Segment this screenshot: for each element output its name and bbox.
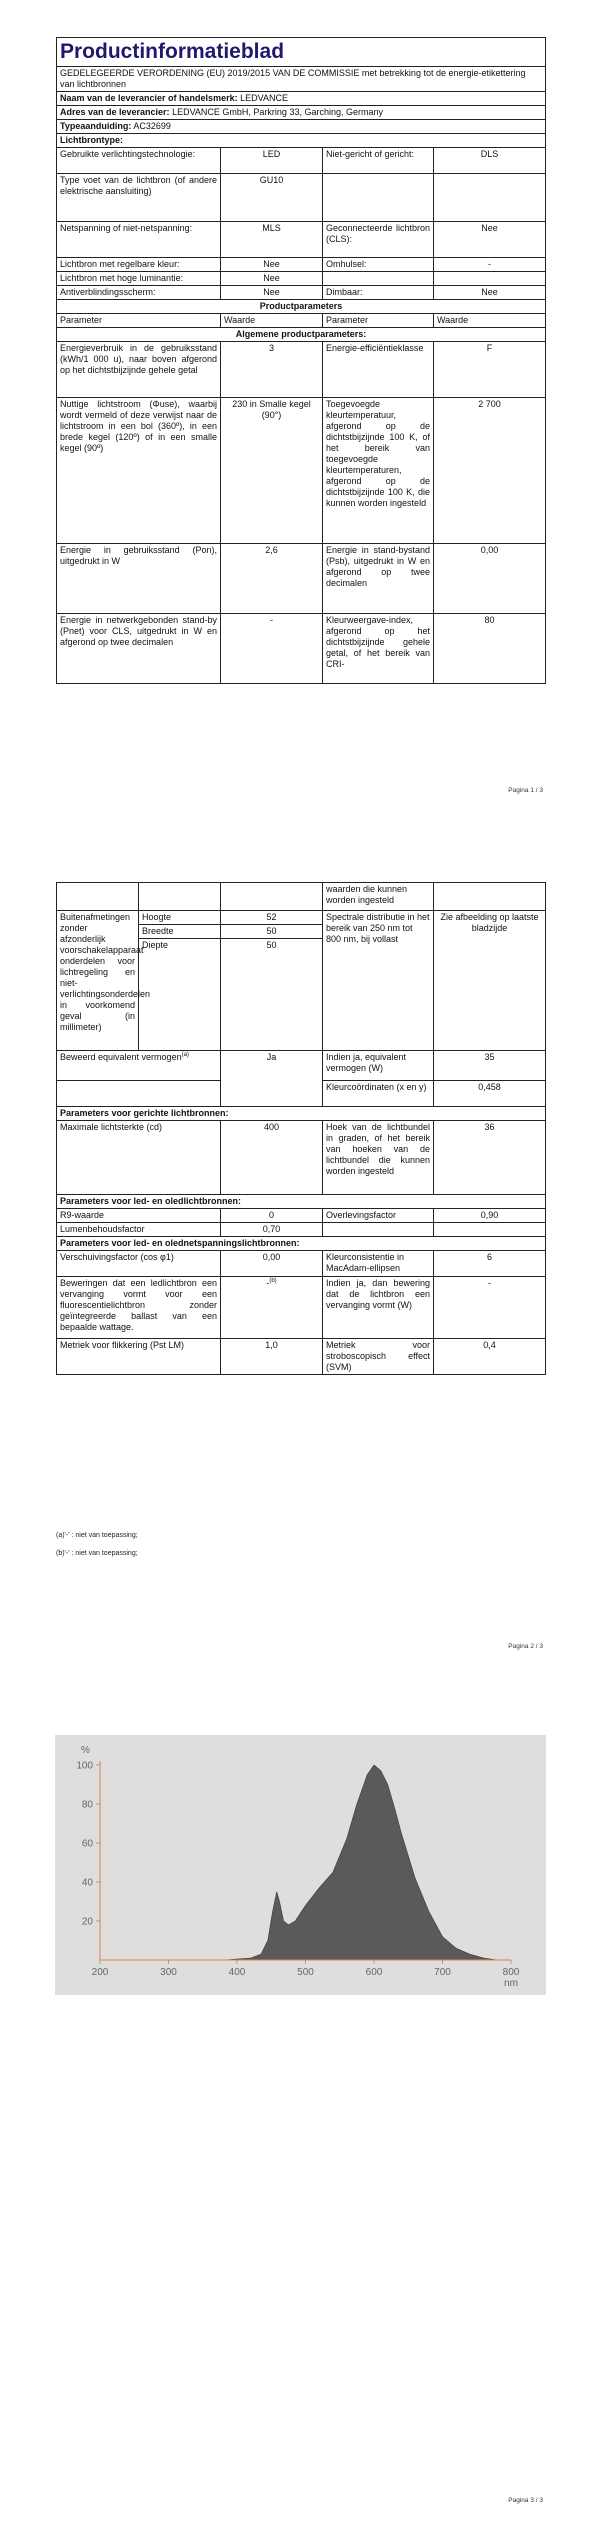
led-heading: Parameters voor led- en oledlichtbronnen: bbox=[57, 1195, 546, 1209]
cell-label: Niet-gericht of gericht: bbox=[323, 148, 434, 174]
y-axis-unit: % bbox=[81, 1745, 90, 1756]
x-tick-label: 700 bbox=[434, 1967, 451, 1978]
supplier-label: Naam van de leverancier of handelsmerk: bbox=[60, 93, 238, 103]
dim-height-label: Hoogte bbox=[139, 911, 221, 925]
cont-text: waarden die kunnen worden ingesteld bbox=[323, 883, 434, 911]
replacement-w-value: - bbox=[434, 1277, 546, 1339]
page-number: Pagina 1 / 3 bbox=[508, 787, 543, 794]
param-value: 0,00 bbox=[434, 544, 546, 614]
y-tick-label: 20 bbox=[81, 1916, 93, 1928]
param-label: Energie in stand-bystand (Psb), uitgedrukt in W en afgerond op twee decimalen bbox=[323, 544, 434, 614]
lumen-maintenance-value: 0,70 bbox=[221, 1223, 323, 1237]
cell-value: Nee bbox=[434, 286, 546, 300]
x-tick-label: 300 bbox=[160, 1967, 177, 1978]
x-tick-label: 600 bbox=[365, 1967, 383, 1978]
address-label: Adres van de leverancier: bbox=[60, 107, 170, 117]
y-tick-label: 60 bbox=[81, 1838, 93, 1850]
macadam-value: 6 bbox=[434, 1251, 546, 1277]
equiv-w-value: 35 bbox=[434, 1051, 546, 1081]
svm-label: Metriek voor stroboscopisch effect (SVM) bbox=[323, 1339, 434, 1375]
cell-label: Lichtbron met regelbare kleur: bbox=[57, 258, 221, 272]
param-label: Kleurweergave-index, afgerond op het dichtstbijzijnde gehele getal, of het bereik van CRI- bbox=[323, 614, 434, 684]
param-value: - bbox=[221, 614, 323, 684]
macadam-label: Kleurconsistentie in MacAdam-ellipsen bbox=[323, 1251, 434, 1277]
dim-depth-value: 50 bbox=[221, 939, 323, 1051]
dimensions-label: Buitenafmetingen zonder afzonderlijk voorschakelapparaat onderdelen voor lichtregeling en niet-verlichtingsonderdelen in voorkomend geval (in millimeter) bbox=[57, 911, 139, 1051]
x-tick-label: 500 bbox=[297, 1967, 314, 1978]
model-value: AC32699 bbox=[133, 121, 171, 131]
cell-label: Lichtbron met hoge luminantie: bbox=[57, 272, 221, 286]
footnote-b-marker: (b) bbox=[269, 1278, 277, 1284]
x-tick-label: 800 bbox=[502, 1967, 520, 1978]
y-tick-label: 100 bbox=[76, 1760, 93, 1772]
lumen-maintenance-label: Lumenbehoudsfactor bbox=[57, 1223, 221, 1237]
cell-value: Nee bbox=[434, 222, 546, 258]
cell-value: Nee bbox=[221, 272, 323, 286]
param-label: Nuttige lichtstroom (Φuse), waarbij wordt vermeld of deze verwijst naar de lichtstroom in een bol (360º), in een brede kegel (120º) of in een smalle kegel (90º) bbox=[57, 398, 221, 544]
page-number: Pagina 2 / 3 bbox=[508, 1643, 543, 1650]
cell-value: - bbox=[434, 258, 546, 272]
chroma-label: Kleurcoördinaten (x en y) bbox=[323, 1081, 434, 1107]
directed-heading: Parameters voor gerichte lichtbronnen: bbox=[57, 1107, 546, 1121]
survival-value: 0,90 bbox=[434, 1209, 546, 1223]
equiv-w-label: Indien ja, equivalent vermogen (W) bbox=[323, 1051, 434, 1081]
footnote-a: (a)'-' : niet van toepassing; bbox=[56, 1532, 138, 1539]
x-axis-unit: nm bbox=[504, 1978, 518, 1989]
address-value: LEDVANCE GmbH, Parkring 33, Garching, Germany bbox=[172, 107, 383, 117]
replacement-value: - bbox=[266, 1278, 270, 1288]
param-label: Energieverbruik in de gebruiksstand (kWh/1 000 u), naar boven afgerond op het dichtstbijzijnde gehele getal bbox=[57, 342, 221, 398]
equiv-value: Ja bbox=[221, 1051, 323, 1107]
dim-width-label: Breedte bbox=[139, 925, 221, 939]
cell-label: Netspanning of niet-netspanning: bbox=[57, 222, 221, 258]
page-number: Pagina 3 / 3 bbox=[508, 2497, 543, 2504]
spectral-distribution-chart bbox=[55, 1735, 546, 1995]
mls-heading: Parameters voor led- en olednetspanningslichtbronnen: bbox=[57, 1237, 546, 1251]
model-label: Typeaanduiding: bbox=[60, 121, 132, 131]
col-param-header: Parameter bbox=[323, 314, 434, 328]
col-value-header: Waarde bbox=[221, 314, 323, 328]
x-tick-label: 400 bbox=[228, 1967, 246, 1978]
sheet-title: Productinformatieblad bbox=[57, 38, 546, 67]
cos-phi-label: Verschuivingsfactor (cos φ1) bbox=[57, 1251, 221, 1277]
param-label: Energie-efficiëntieklasse bbox=[323, 342, 434, 398]
general-params-heading: Algemene productparameters: bbox=[57, 328, 546, 342]
param-value: 230 in Smalle kegel (90°) bbox=[221, 398, 323, 544]
r9-value: 0 bbox=[221, 1209, 323, 1223]
param-value: 80 bbox=[434, 614, 546, 684]
cell-label: Antiverblindingsscherm: bbox=[57, 286, 221, 300]
cell-value: LED bbox=[221, 148, 323, 174]
chroma-value: 0,458 bbox=[434, 1081, 546, 1107]
survival-label: Overlevingsfactor bbox=[323, 1209, 434, 1223]
svm-value: 0,4 bbox=[434, 1339, 546, 1375]
param-label: Energie in gebruiksstand (Pon), uitgedrukt in W bbox=[57, 544, 221, 614]
spectral-label: Spectrale distributie in het bereik van 250 nm tot 800 nm, bij vollast bbox=[323, 911, 434, 1051]
footnote-a-marker: (a) bbox=[181, 1052, 189, 1058]
dim-depth-label: Diepte bbox=[139, 939, 221, 1051]
footnote-b: (b)'-' : niet van toepassing; bbox=[56, 1550, 138, 1557]
x-tick-label: 200 bbox=[91, 1967, 109, 1978]
cell-label: Omhulsel: bbox=[323, 258, 434, 272]
param-value: 2 700 bbox=[434, 398, 546, 544]
dim-width-value: 50 bbox=[221, 925, 323, 939]
cell-value: MLS bbox=[221, 222, 323, 258]
cell-label: Dimbaar: bbox=[323, 286, 434, 300]
param-value: F bbox=[434, 342, 546, 398]
max-intensity-value: 400 bbox=[221, 1121, 323, 1195]
param-label: Toegevoegde kleurtemperatuur, afgerond op de dichtstbijzijnde 100 K, of het bereik van toegevoegde kleurtemperaturen, afgerond op de dichtstbijzijnde 100 K, die kunnen worden ingesteld bbox=[323, 398, 434, 544]
replacement-label: Beweringen dat een ledlichtbron een vervanging vormt voor een fluorescentielichtbron zonder geïntegreerde ballast van een bepaalde wattage. bbox=[57, 1277, 221, 1339]
param-value: 3 bbox=[221, 342, 323, 398]
cell-value: Nee bbox=[221, 286, 323, 300]
beam-angle-label: Hoek van de lichtbundel in graden, of het bereik van hoeken van de lichtbundel die kunnen worden ingesteld bbox=[323, 1121, 434, 1195]
param-label: Energie in netwerkgebonden stand-by (Pnet) voor CLS, uitgedrukt in W en afgerond op twee decimalen bbox=[57, 614, 221, 684]
y-tick-label: 80 bbox=[81, 1799, 93, 1811]
flicker-label: Metriek voor flikkering (Pst LM) bbox=[57, 1339, 221, 1375]
param-value: 2,6 bbox=[221, 544, 323, 614]
max-intensity-label: Maximale lichtsterkte (cd) bbox=[57, 1121, 221, 1195]
dim-height-value: 52 bbox=[221, 911, 323, 925]
equiv-label: Beweerd equivalent vermogen bbox=[60, 1052, 182, 1062]
flicker-value: 1,0 bbox=[221, 1339, 323, 1375]
cos-phi-value: 0,00 bbox=[221, 1251, 323, 1277]
cell-value: Nee bbox=[221, 258, 323, 272]
col-param-header: Parameter bbox=[57, 314, 221, 328]
cell-label: Type voet van de lichtbron (of andere elektrische aansluiting) bbox=[57, 174, 221, 222]
cell-value: GU10 bbox=[221, 174, 323, 222]
regulation-text: GEDELEGEERDE VERORDENING (EU) 2019/2015 VAN DE COMMISSIE met betrekking tot de energie-etikettering van lichtbronnen bbox=[57, 67, 546, 92]
product-params-heading: Productparameters bbox=[57, 300, 546, 314]
r9-label: R9-waarde bbox=[57, 1209, 221, 1223]
spectral-value: Zie afbeelding op laatste bladzijde bbox=[434, 911, 546, 1051]
y-tick-label: 40 bbox=[81, 1877, 93, 1889]
col-value-header: Waarde bbox=[434, 314, 546, 328]
cell-label: Geconnecteerde lichtbron (CLS): bbox=[323, 222, 434, 258]
replacement-w-label: Indien ja, dan bewering dat de lichtbron een vervanging vormt (W) bbox=[323, 1277, 434, 1339]
cell-label: Gebruikte verlichtingstechnologie: bbox=[57, 148, 221, 174]
cell-value: DLS bbox=[434, 148, 546, 174]
supplier-value: LEDVANCE bbox=[240, 93, 288, 103]
beam-angle-value: 36 bbox=[434, 1121, 546, 1195]
lightsource-type-heading: Lichtbrontype: bbox=[57, 134, 546, 148]
